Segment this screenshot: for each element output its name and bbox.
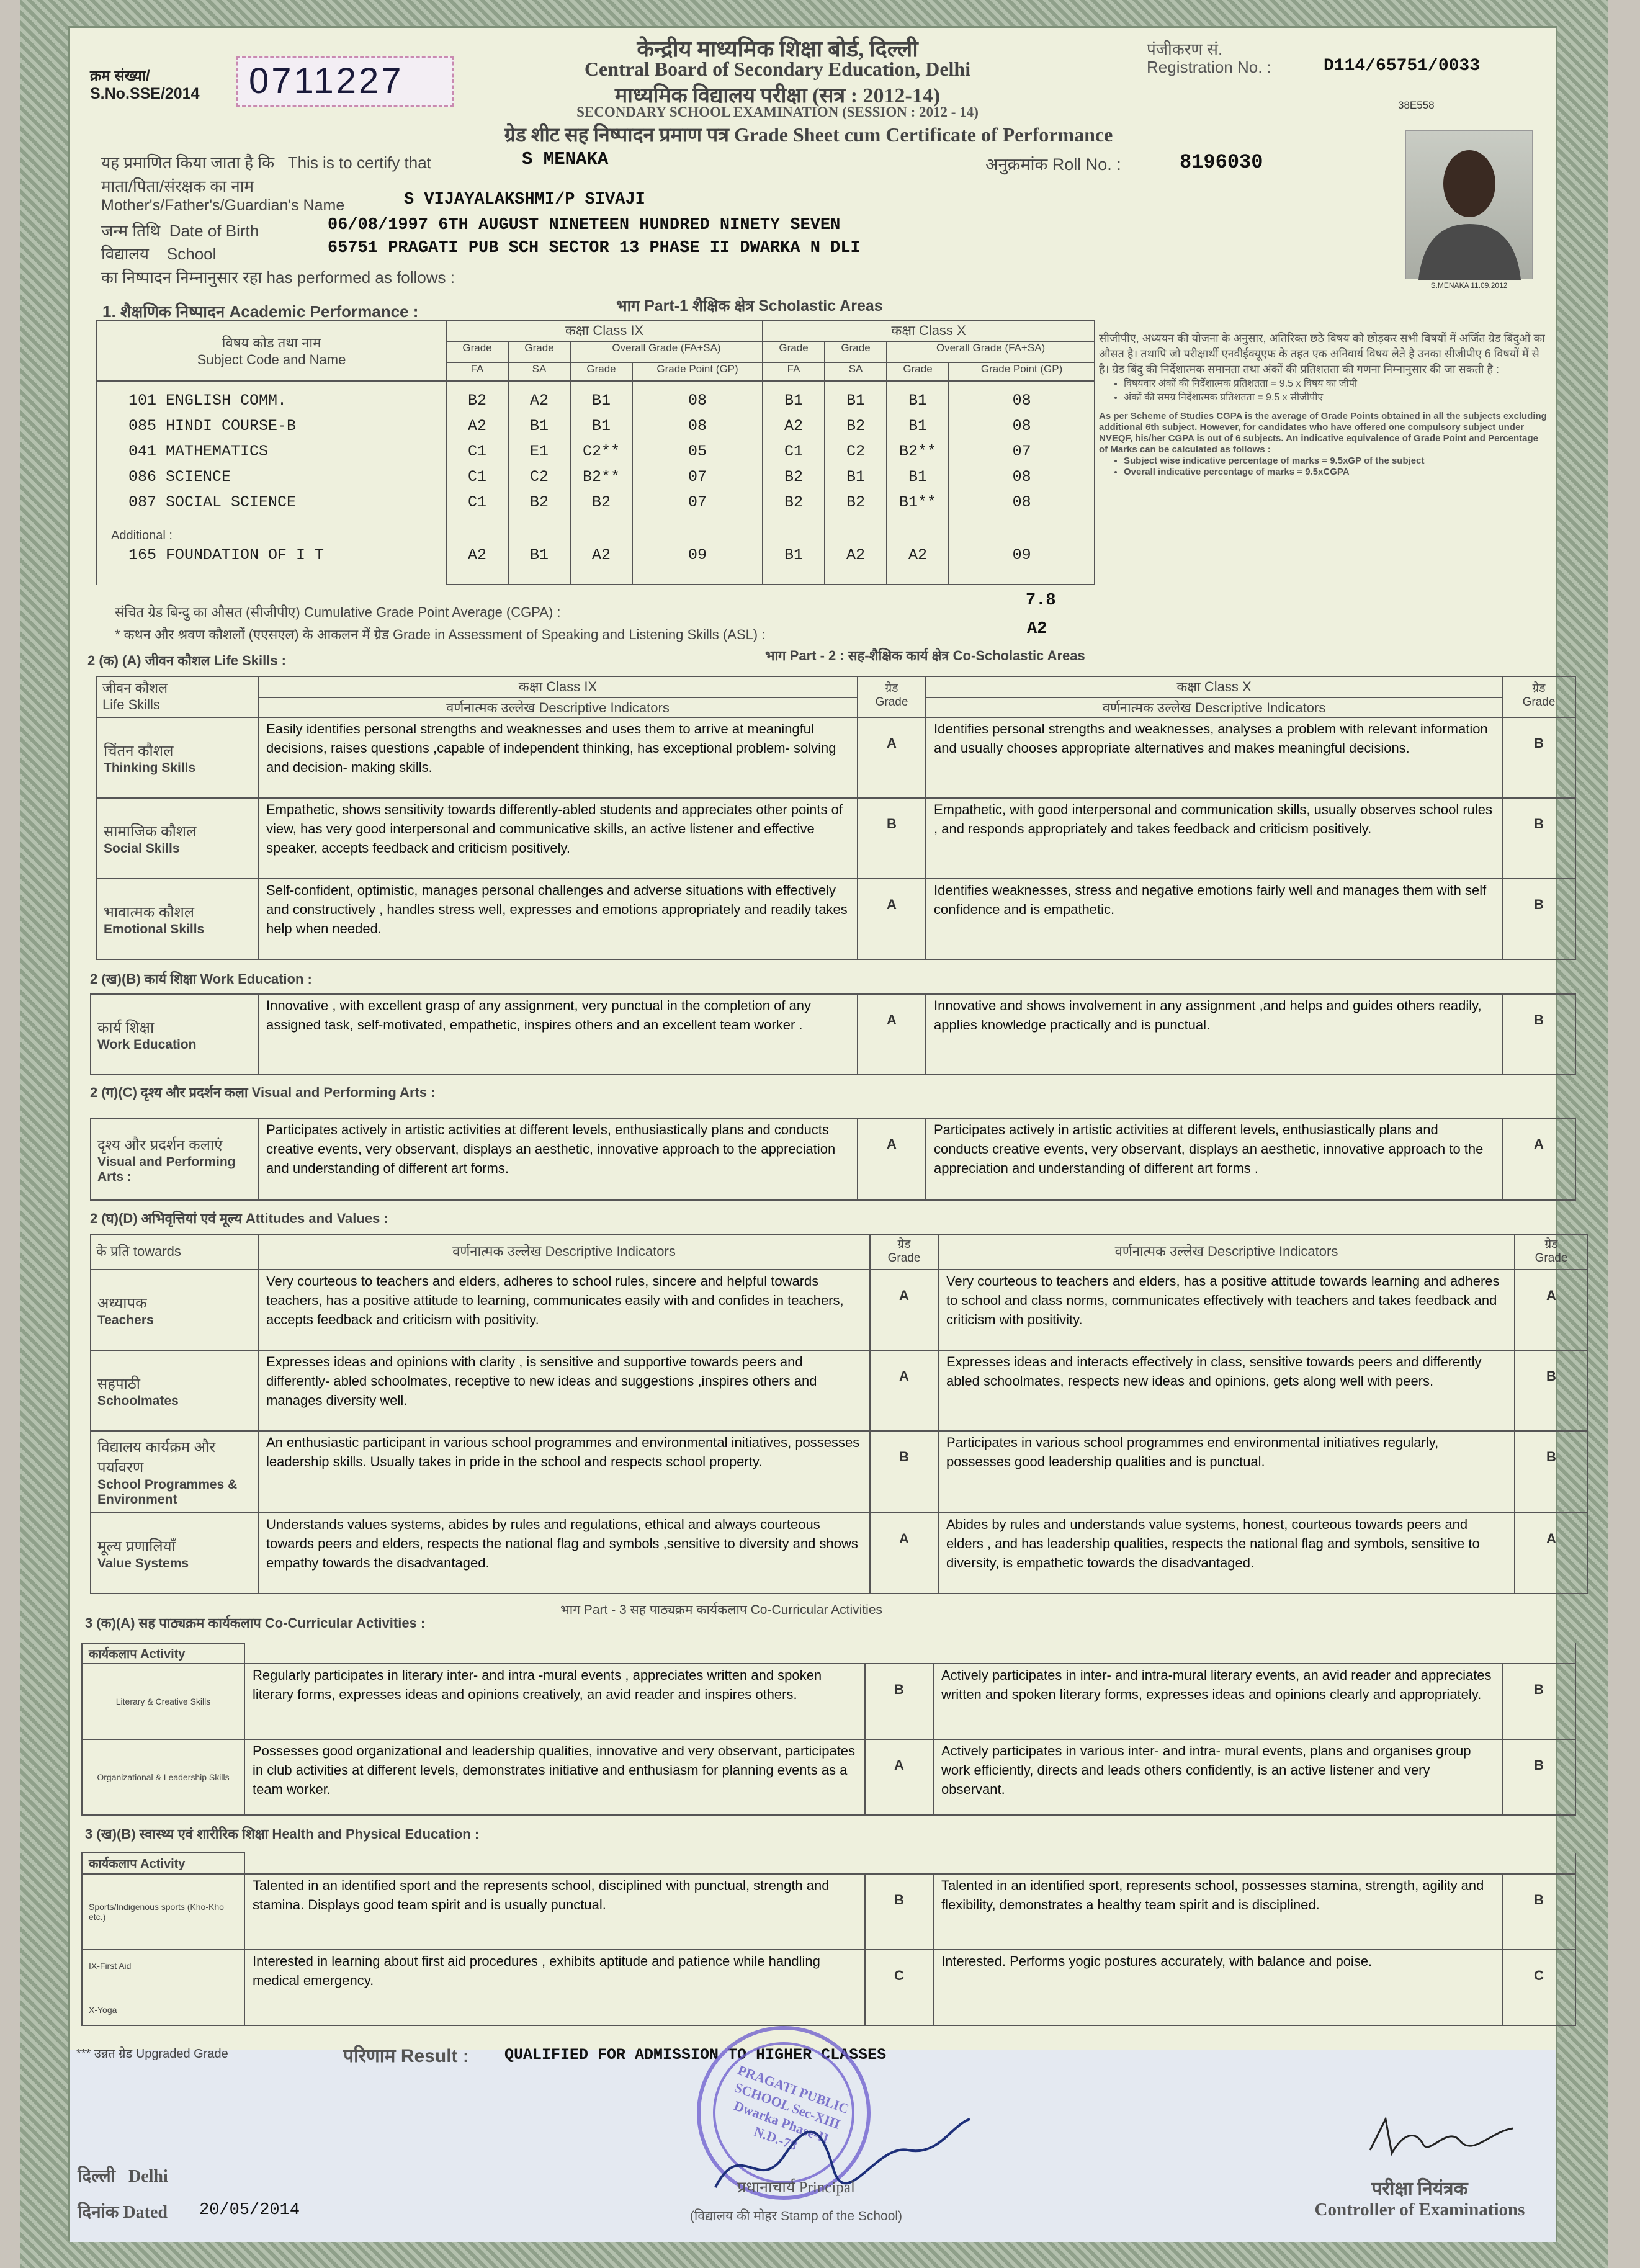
descriptor-class10: Interested. Performs yogic postures accurately, with balance and poise.: [933, 1950, 1502, 2025]
academic-heading-en: Academic Performance :: [229, 302, 419, 321]
grade-column-c10-0: [763, 381, 825, 585]
attitudes-table: के प्रति towards वर्णनात्मक उल्लेख Descriptive Indicators ग्रेड Grade वर्णनात्मक उल्लेख Descriptive Indicators ग्रेड Grade अध्यापक Teachers Very courteous to teachers and elders, adheres to school rules, sincere and helpful towards teachers, has a positive attitude to learning, communicates easily with and confides in teachers, accepts feedback and criticism with positivity. A Very courteous to teachers and elders, has a positive attitude towards learning and adheres to school and class norms, communicates effectively with teachers and takes feedback and criticism with positivity. A सहपाठी Schoolmates Expresses ideas and opinions with clarity , is sensitive and supportive towards peers and differently- abled schoolmates, receptive to new ideas and suggestions ,inspires others and manages diversity well. A Expresses ideas and interacts effectively in class, sensitive towards peers and differently abled schoolmates, respects new ideas and opinions, gets along well with peers. B विद्यालय कार्यक्रम और पर्यावरण School Programmes & Environment An enthusiastic participant in various school programmes and environmental initiatives, possesses leadership skills. Usually takes in pride in the school and respects school property. B Participates in various school programmes end environmental initiatives regularly, possesses good leadership qualities and is punctual. B मूल्य प्रणालियाँ Value Systems Understands values systems, abides by rules and regulations, ethical and always courteous towards peers and elders, respects the national flag and symbols ,sensitive to diversity and shows empathy towards the disadvantaged. A Abides by rules and understands value systems, honest, courteous towards peers and elders , and has leadership qualities, respects the national flag and symbols, sensitive to diversity, is empathetic towards the disadvantaged. A: [90, 1234, 1588, 1594]
descriptor-class10: Actively participates in various inter- and intra- mural events, plans and organises group work efficiently, directs and leads others confidently, is an active listener and very observant.: [933, 1739, 1502, 1815]
descriptive-row: [82, 1950, 1575, 2025]
row-label-hi: सहपाठी: [97, 1375, 140, 1392]
grade-class10: B: [1502, 1739, 1575, 1815]
descriptor-class9: Easily identifies personal strengths and weaknesses and uses them to arrive at meaningful decisions, raises questions ,capable of independent thinking, has exceptional problem- solving and decision- making skills.: [258, 717, 858, 798]
result-label-en: Result :: [400, 2046, 469, 2066]
cgpa-note-en: As per Scheme of Studies CGPA is the average of Grade Points obtained in all the subjects excluding additional 6th subject. However, for candidates who have offered one compulsory subject under NVEQF, his/her CGPA is out of 6 subjects. An indicative equivalence of Grade Point and Percentage of Marks can be calculated as follows :: [1099, 411, 1547, 455]
grade-class9: A: [858, 994, 926, 1075]
row-label-hi: चिंतन कौशल: [104, 742, 174, 760]
grade-column-c10-2: [887, 381, 949, 585]
grade-cell: 08: [1012, 392, 1031, 410]
certificate-title-hi: ग्रेड शीट सह निष्पादन प्रमाण पत्र: [504, 123, 729, 146]
parent-name: S VIJAYALAKSHMI/P SIVAJI: [404, 190, 645, 209]
work-education-table: [90, 993, 1576, 1075]
photo-caption: S.MENAKA 11.09.2012: [1430, 281, 1508, 290]
grade-class10: B: [1515, 1350, 1588, 1431]
grade-cell: C2**: [582, 442, 620, 460]
grade-column-c9-3: [632, 381, 763, 585]
date-of-birth: 06/08/1997 6TH AUGUST NINETEEN HUNDRED NINETY SEVEN: [328, 216, 841, 235]
grade-class9: A: [858, 717, 926, 798]
grade-cell: B1: [591, 392, 611, 410]
asl-label-hi: * कथन और श्रवण कौशलों (एएसएल) के आकलन में ग्रेड: [115, 627, 389, 642]
row-label-hi: कार्य शिक्षा: [97, 1019, 155, 1036]
dob-label-hi: जन्म तिथि: [101, 222, 161, 240]
life-skills-table: जीवन कौशल Life Skills कक्षा Class IX ग्रेड Grade कक्षा Class X ग्रेड Grade वर्णनात्मक उल्लेख Descriptive Indicators वर्णनात्मक उल्लेख Descriptive Indicators चिंतन कौशल Thinking Skills Easily identifies personal strengths and weaknesses and uses them to arrive at meaningful decisions, raises questions ,capable of independent thinking, has exceptional problem- solving and decision- making skills. A Identifies personal strengths and weaknesses, analyses a problem with relevant information and usually chooses appropriate alternatives and makes meaningful decisions. B सामाजिक कौशल Social Skills Empathetic, shows sensitivity towards differently-abled students and appreciates other points of view, has very good interpersonal and communicative skills, an active listener and effective speaker, accepts feedback and criticism positively. B Empathetic, with good interpersonal and communication skills, usually observes school rules , and responds appropriately and takes feedback and criticism positively. B भावात्मक कौशल Emotional Skills Self-confident, optimistic, manages personal challenges and adverse situations with effectively and constructively , handles stress well, expresses and emotions appropriately and readily takes help when needed. A Identifies weaknesses, stress and negative emotions fairly well and manages them with self confidence and is empathetic. B: [96, 676, 1576, 960]
reg-label-en: Registration No. :: [1147, 58, 1271, 76]
student-name: S MENAKA: [522, 149, 609, 169]
exam-name-en: SECONDARY SCHOOL EXAMINATION (SESSION : 2012 - 14): [576, 104, 979, 120]
descriptor-class9: Empathetic, shows sensitivity towards differently-abled students and appreciates other points of view, has very good interpersonal and communicative skills, an active listener and effective speaker, accepts feedback and criticism positively.: [258, 798, 858, 879]
grade-cell: B2: [591, 493, 611, 511]
descriptor-class10: Identifies personal strengths and weaknesses, analyses a problem with relevant information and usually chooses appropriate alternatives and makes meaningful decisions.: [926, 717, 1502, 798]
part3-heading: भाग Part - 3 सह पाठ्यक्रम कार्यकलाप Co-Curricular Activities: [560, 1603, 883, 1617]
grade-class9: A: [870, 1270, 938, 1350]
grade-class10: B: [1502, 994, 1575, 1075]
grade-class10: B: [1502, 798, 1575, 879]
class9-header: Class IX: [593, 323, 644, 338]
row-label-en: Emotional Skills: [104, 921, 205, 936]
grade-cell: 08: [1012, 493, 1031, 511]
grade-class9: B: [858, 798, 926, 879]
descriptor-class10: Participates in various school programmes end environmental initiatives regularly, possesses good leadership qualities and is punctual.: [938, 1431, 1515, 1513]
grade-cell: B2: [784, 493, 804, 511]
dob-label-en: Date of Birth: [169, 222, 259, 240]
descriptor-class10: Very courteous to teachers and elders, has a positive attitude towards learning and adheres to school and class norms, communicates effectively with teachers and takes feedback and criticism with positivity.: [938, 1270, 1515, 1350]
photo-code: 38E558: [1398, 99, 1435, 111]
performed-en: has performed as follows :: [266, 268, 455, 287]
person-silhouette-icon: [1406, 131, 1533, 280]
serial-label-hi: क्रम संख्या/: [90, 68, 150, 84]
controller-en: Controller of Examinations: [1314, 2200, 1525, 2220]
asl-label-en: Grade in Assessment of Speaking and Listening Skills (ASL) :: [392, 627, 766, 642]
result-value: QUALIFIED FOR ADMISSION TO HIGHER CLASSES: [504, 2046, 887, 2064]
grade-class10: B: [1515, 1431, 1588, 1513]
grade-class9: B: [865, 1664, 933, 1739]
academic-table: विषय कोड तथा नाम Subject Code and Name कक्षा Class IX कक्षा Class X Grade Grade Overall Grade (FA+SA) Grade Grade Overall Grade (FA+SA) FA SA Grade Grade Point (GP) FA SA Grade Grade Point (GP) 101 ENGLISH COMM. 085 HINDI COURSE-B 041 MATHEMATICS 086 SCIENCE 087 SOCIAL SCIENCE Additional : 165 FOUNDATION OF I T B2 A2 C1 C1 C1 A2 A2 B1 E1 C2 B2 B1 B1 B1 C2** B2** B2 A2 08 08 05 07 07 09 B1 A2 C1 B2 B2 B1 B1 B2 C2 B1 B2 A2 B1 B1 B2** B1 B1** A2 08 08 07 08 08 09: [96, 320, 1095, 585]
grade-cell: B2: [846, 493, 866, 511]
grade-cell-additional: A2: [908, 546, 928, 564]
descriptor-class10: Innovative and shows involvement in any assignment ,and helps and guides others readily, applies knowledge practically and is punctual.: [926, 994, 1502, 1075]
attitudes-heading: 2 (घ)(D) अभिवृत्तियां एवं मूल्य Attitudes and Values :: [90, 1211, 388, 1226]
descriptor-class9: An enthusiastic participant in various school programmes and environmental initiatives, possesses leadership skills. Usually takes in pride in the school and respects school property.: [258, 1431, 870, 1513]
subject-row-4: 087 SOCIAL SCIENCE: [128, 493, 297, 511]
grade-cell-additional: 09: [1012, 546, 1031, 564]
student-photo: [1405, 130, 1533, 279]
descriptor-class9: Possesses good organizational and leadership qualities, innovative and very observant, participates in club activities at different levels, demonstrates initiative and enthusiasm for planning events as a team worker.: [244, 1739, 865, 1815]
descriptive-row: [97, 798, 1575, 879]
grade-cell-additional: 09: [688, 546, 707, 564]
grade-cell: B2**: [899, 442, 937, 460]
activity-name: Organizational & Leadership Skills: [97, 1772, 230, 1782]
descriptor-class10: Abides by rules and understands value systems, honest, courteous towards peers and elders , and has leadership qualities, respects the national flag and symbols, sensitive to diversity, is empathetic towards the disadvantaged.: [938, 1513, 1515, 1593]
grade-cell: B1: [529, 417, 549, 435]
grade-class9: A: [870, 1350, 938, 1431]
descriptor-class9: Interested in learning about first aid procedures , exhibits aptitude and patience while handling medical emergency.: [244, 1950, 865, 2025]
grade-cell: B2**: [582, 468, 620, 486]
descriptor-class9: Talented in an identified sport and the represents school, disciplined with punctual, strength and stamina. Displays good team spirit and is usually punctual.: [244, 1874, 865, 1950]
row-label-hi: विद्यालय कार्यक्रम और पर्यावरण: [97, 1439, 216, 1476]
descriptive-row: [97, 879, 1575, 959]
descriptive-row: [91, 1513, 1588, 1593]
grade-cell: 07: [688, 493, 707, 511]
cgpa-note-hi-bullet1: • विषयवार अंकों की निर्देशात्मक प्रतिशतता = 9.5 x विषय का जीपी: [1124, 377, 1549, 391]
grade-column-c9-1: [508, 381, 570, 585]
stamp-text: PRAGATI PUBLIC SCHOOL Sec-XIII Dwarka Phase-II N.D.-78: [732, 2062, 851, 2154]
certificate-paper: [68, 26, 1568, 2241]
issue-date: 20/05/2014: [199, 2201, 300, 2220]
grade-cell: B2: [467, 392, 486, 410]
activity-name: IX-First Aid: [89, 1960, 132, 1971]
roll-number: 8196030: [1180, 151, 1263, 174]
upgraded-grade-note: *** उन्नत ग्रेड Upgraded Grade: [76, 2047, 228, 2061]
grade-cell: B1: [846, 392, 866, 410]
grade-cell: 07: [1012, 442, 1031, 460]
additional-label: Additional :: [111, 529, 173, 542]
registration-number: D114/65751/0033: [1324, 56, 1481, 76]
academic-heading-hi: 1. शैक्षणिक निष्पादन: [102, 302, 225, 321]
principal-hi: प्रधानाचार्य: [737, 2179, 795, 2196]
row-label-hi: सामाजिक कौशल: [104, 823, 197, 840]
descriptor-class10: Talented in an identified sport, represents school, possesses stamina, strength, agility and flexibility, demonstrates a healthy team spirit and is disciplined.: [933, 1874, 1502, 1950]
descriptive-row: [91, 994, 1575, 1075]
grade-cell: C2: [846, 442, 866, 460]
grade-cell: B1: [908, 417, 928, 435]
controller-signature: [1361, 2107, 1522, 2163]
part1-hi: भाग Part-1 शैक्षिक क्षेत्र: [616, 297, 755, 315]
descriptive-row: [82, 1664, 1575, 1739]
row-label-hi: दृश्य और प्रदर्शन कलाएं: [97, 1136, 223, 1154]
row-label-en: Schoolmates: [97, 1393, 179, 1408]
controller-hi: परीक्षा नियंत्रक: [1371, 2179, 1468, 2199]
arts-heading: 2 (ग)(C) दृश्य और प्रदर्शन कला Visual and Performing Arts :: [90, 1085, 436, 1100]
grade-class9: B: [870, 1431, 938, 1513]
row-label-en: Value Systems: [97, 1556, 189, 1571]
board-name-en: Central Board of Secondary Education, Delhi: [584, 58, 971, 80]
descriptive-row: [91, 1350, 1588, 1431]
grade-cell: B1: [908, 392, 928, 410]
subject-row-0: 101 ENGLISH COMM.: [128, 392, 287, 410]
grade-cell: 08: [1012, 417, 1031, 435]
cgpa-note-en-bullet2: • Overall indicative percentage of marks = 9.5xCGPA: [1124, 467, 1549, 478]
cocurricular-table: कार्यकलाप Activity Literary & Creative Skills Regularly participates in literary inter- and intra -mural events , appreciates written and spoken literary forms, expresses ideas and opinions creatively, an avid reader and inspires others. B Actively participates in inter- and intra-mural literary events, an avid reader and appreciates written and spoken literary forms, expresses ideas and opinions clearly and appropriately. B Organizational & Leadership Skills Possesses good organizational and leadership qualities, innovative and very observant, participates in club activities at different levels, demonstrates initiative and enthusiasm for planning events as a team worker. A Actively participates in various inter- and intra- mural events, plans and organises group work efficiently, directs and leads others confidently, is an active listener and very observant. B: [81, 1643, 1576, 1816]
place-en: Delhi: [128, 2167, 168, 2186]
result-label-hi: परिणाम: [343, 2046, 396, 2066]
grade-class10: B: [1502, 717, 1575, 798]
grade-cell-additional: B1: [529, 546, 549, 564]
row-label-en: Work Education: [97, 1037, 197, 1052]
part1-en: Scholastic Areas: [758, 297, 883, 315]
grade-class10: C: [1502, 1950, 1575, 2025]
serial-label-en: S.No.SSE/2014: [90, 85, 200, 102]
serial-number: 0711227: [249, 61, 404, 101]
subject-row-1: 085 HINDI COURSE-B: [128, 417, 297, 435]
class10-header: Class X: [918, 323, 966, 338]
cgpa-note-en-bullet1: • Subject wise indicative percentage of marks = 9.5xGP of the subject: [1124, 455, 1549, 467]
performed-hi: का निष्पादन निम्नानुसार रहा: [101, 268, 262, 287]
grade-column-c9-0: [446, 381, 508, 585]
activity-name: Sports/Indigenous sports (Kho-Kho etc.): [89, 1902, 224, 1922]
activity-name-2: X-Yoga: [89, 2004, 117, 2015]
cgpa-value: 7.8: [1026, 591, 1056, 610]
grade-cell: C1: [467, 442, 486, 460]
descriptor-class9: Understands values systems, abides by rules and regulations, ethical and always courteous towards peers and elders, respects the national flag and symbols ,sensitive to diversity and shows empathy towards the disadvantaged.: [258, 1513, 870, 1593]
grade-cell: C1: [784, 442, 804, 460]
part2-heading: भाग Part - 2 : सह-शैक्षिक कार्य क्षेत्र Co-Scholastic Areas: [765, 648, 1085, 663]
grade-class9: A: [858, 879, 926, 959]
grade-cell: B2: [784, 468, 804, 486]
roll-label-en: Roll No. :: [1052, 155, 1121, 174]
cgpa-label-hi: संचित ग्रेड बिन्दु का औसत (सीजीपीए): [115, 604, 300, 620]
exam-name-hi: माध्यमिक विद्यालय परीक्षा (सत्र : 2012-14): [614, 84, 941, 107]
descriptive-row: [91, 1118, 1575, 1200]
descriptor-class9: Self-confident, optimistic, manages personal challenges and adverse situations with effectively and constructively , handles stress well, expresses and emotions appropriately and readily takes help when needed.: [258, 879, 858, 959]
grade-class10: A: [1502, 1118, 1575, 1200]
health-table: कार्यकलाप Activity Sports/Indigenous sports (Kho-Kho etc.) Talented in an identified sport and the represents school, disciplined with punctual, strength and stamina. Displays good team spirit and is usually punctual. B Talented in an identified sport, represents school, possesses stamina, strength, agility and flexibility, demonstrates a healthy team spirit and is disciplined. B IX-First Aid X-Yoga Interested in learning about first aid procedures , exhibits aptitude and patience while handling medical emergency. C Interested. Performs yogic postures accurately, with balance and poise. C: [81, 1852, 1576, 2026]
row-label-hi: अध्यापक: [97, 1294, 147, 1312]
grade-class9: C: [865, 1950, 933, 2025]
descriptive-row: [97, 717, 1575, 798]
grade-cell: C2: [529, 468, 549, 486]
certificate-title-en: Grade Sheet cum Certificate of Performance: [733, 123, 1113, 146]
subject-row-additional: 165 FOUNDATION OF I T: [128, 546, 325, 564]
descriptor-class10: Empathetic, with good interpersonal and communication skills, usually observes school rules , and responds appropriately and takes feedback and criticism positively.: [926, 798, 1502, 879]
grade-cell: B1: [846, 468, 866, 486]
row-label-en: School Programmes & Environment: [97, 1477, 238, 1507]
grade-class10: A: [1515, 1270, 1588, 1350]
cgpa-note-hi-bullet2: • अंकों की समग्र निर्देशात्मक प्रतिशतता = 9.5 x सीजीपीए: [1124, 391, 1549, 405]
grade-class10: B: [1502, 1664, 1575, 1739]
grade-cell: B1: [784, 392, 804, 410]
descriptive-row: [82, 1739, 1575, 1815]
descriptor-class10: Actively participates in inter- and intra-mural literary events, an avid reader and appreciates written and spoken literary forms, expresses ideas and opinions clearly and appropriately.: [933, 1664, 1502, 1739]
grade-cell-additional: A2: [467, 546, 486, 564]
grade-class9: A: [858, 1118, 926, 1200]
grade-cell: C1: [467, 493, 486, 511]
dated-hi: दिनांक: [78, 2203, 119, 2222]
school-label-hi: विद्यालय: [101, 244, 150, 263]
place-hi: दिल्ली: [78, 2167, 115, 2186]
grade-class10: B: [1502, 879, 1575, 959]
grade-cell: 07: [688, 468, 707, 486]
row-label-hi: भावात्मक कौशल: [104, 903, 195, 921]
subject-row-3: 086 SCIENCE: [128, 468, 231, 486]
grade-class10: B: [1502, 1874, 1575, 1950]
descriptive-row: [91, 1431, 1588, 1513]
grade-cell: A2: [467, 417, 486, 435]
row-label-en: Visual and Performing Arts :: [97, 1154, 236, 1184]
health-heading: 3 (ख)(B) स्वास्थ्य एवं शारीरिक शिक्षा Health and Physical Education :: [85, 1826, 480, 1842]
descriptor-class9: Very courteous to teachers and elders, adheres to school rules, sincere and helpful towards teachers, has a positive attitude to learning, communicates easily with and confides in teachers, accepts feedback and criticism with positivity.: [258, 1270, 870, 1350]
grade-class9: A: [865, 1739, 933, 1815]
grade-cell: B1**: [899, 493, 937, 511]
dated-en: Dated: [123, 2203, 168, 2222]
grade-cell-additional: A2: [591, 546, 611, 564]
descriptor-class9: Innovative , with excellent grasp of any assignment, very punctual in the completion of any assigned task, self-motivated, empathetic, inspires others and an excellent team worker .: [258, 994, 858, 1075]
reg-label-hi: पंजीकरण सं.: [1147, 40, 1223, 58]
descriptor-class9: Participates actively in artistic activities at different levels, enthusiastically plans and conducts creative events, very observant, displays an aesthetic, innovative approach to the appreciation and understanding of different art forms.: [258, 1118, 858, 1200]
school-label-en: School: [166, 244, 217, 263]
subject-row-2: 041 MATHEMATICS: [128, 442, 269, 460]
board-name-hi: केन्द्रीय माध्यमिक शिक्षा बोर्ड, दिल्ली: [637, 37, 918, 61]
cgpa-note: [1099, 331, 1549, 478]
grade-cell: B1: [908, 468, 928, 486]
descriptor-class9: Regularly participates in literary inter- and intra -mural events , appreciates written and spoken literary forms, expresses ideas and opinions creatively, an avid reader and inspires others.: [244, 1664, 865, 1739]
descriptor-class10: Expresses ideas and interacts effectively in class, sensitive towards peers and differently abled schoolmates, respects new ideas and opinions, gets along well with peers.: [938, 1350, 1515, 1431]
grade-class9: A: [870, 1513, 938, 1593]
grade-column-c9-2: [570, 381, 632, 585]
descriptive-row: [91, 1270, 1588, 1350]
activity-name: Literary & Creative Skills: [115, 1697, 211, 1706]
stamp-label: (विद्यालय की मोहर Stamp of the School): [689, 2209, 903, 2223]
grade-cell: 05: [688, 442, 707, 460]
roll-label-hi: अनुक्रमांक: [985, 155, 1048, 174]
life-skills-heading: 2 (क) (A) जीवन कौशल Life Skills :: [87, 653, 286, 668]
grade-cell: A2: [784, 417, 804, 435]
grade-column-c10-1: [825, 381, 887, 585]
school-name: 65751 PRAGATI PUB SCH SECTOR 13 PHASE II DWARKA N DLI: [328, 239, 861, 258]
principal-en: Principal: [799, 2179, 855, 2196]
certify-en: This is to certify that: [287, 153, 431, 172]
grade-cell: 08: [1012, 468, 1031, 486]
grade-cell: B2: [846, 417, 866, 435]
asl-value: A2: [1027, 620, 1047, 639]
grade-cell: B2: [529, 493, 549, 511]
subject-header: विषय कोड तथा नाम Subject Code and Name: [97, 320, 446, 381]
row-label-en: Thinking Skills: [104, 760, 196, 775]
grade-cell: E1: [529, 442, 549, 460]
grade-cell-additional: A2: [846, 546, 866, 564]
certify-hi: यह प्रमाणित किया जाता है कि: [101, 153, 275, 172]
grade-cell: C1: [467, 468, 486, 486]
arts-table: [90, 1118, 1576, 1201]
cocurricular-heading: 3 (क)(A) सह पाठ्यक्रम कार्यकलाप Co-Curricular Activities :: [85, 1615, 426, 1631]
grade-cell: A2: [529, 392, 549, 410]
descriptor-class9: Expresses ideas and opinions with clarity , is sensitive and supportive towards peers and differently- abled schoolmates, receptive to new ideas and suggestions ,inspires others and manages diversity well.: [258, 1350, 870, 1431]
descriptor-class10: Participates actively in artistic activities at different levels, enthusiastically plans and conducts creative events, very observant, displays an aesthetic, innovative approach to the appreciation and understanding of different art forms .: [926, 1118, 1502, 1200]
parent-label-en: Mother's/Father's/Guardian's Name: [101, 197, 345, 214]
parent-label-hi: माता/पिता/संरक्षक का नाम: [101, 177, 254, 195]
cgpa-note-hi: सीजीपीए, अध्ययन की योजना के अनुसार, अतिरिक्त छठे विषय को छोड़कर सभी विषयों में अर्जित ग्रेड बिंदुओं का औसत है। तथापि जो परीक्षार्थी एनवीईक्यूएफ के तहत एक अनिवार्य विषय लेते है उनका सीजीपीए 6 विषयों में से है। ग्रेड बिंदु की निर्देशात्मक समानता तथा अंकों की प्रतिशतता की गणना निम्नानुसार की जा सकती है :: [1099, 332, 1545, 375]
row-label-hi: मूल्य प्रणालियाँ: [97, 1538, 176, 1555]
descriptor-class10: Identifies weaknesses, stress and negative emotions fairly well and manages them with self confidence and is empathetic.: [926, 879, 1502, 959]
grade-cell: B1: [591, 417, 611, 435]
grade-cell: 08: [688, 417, 707, 435]
row-label-en: Teachers: [97, 1312, 154, 1327]
grade-cell-additional: B1: [784, 546, 804, 564]
cgpa-label-en: Cumulative Grade Point Average (CGPA) :: [303, 604, 561, 620]
work-education-heading: 2 (ख)(B) कार्य शिक्षा Work Education :: [90, 971, 312, 987]
grade-cell: 08: [688, 392, 707, 410]
grade-class10: A: [1515, 1513, 1588, 1593]
grade-column-c10-3: [949, 381, 1095, 585]
certificate-title: [343, 121, 1274, 148]
descriptive-row: [82, 1874, 1575, 1950]
grade-class9: B: [865, 1874, 933, 1950]
row-label-en: Social Skills: [104, 841, 180, 856]
